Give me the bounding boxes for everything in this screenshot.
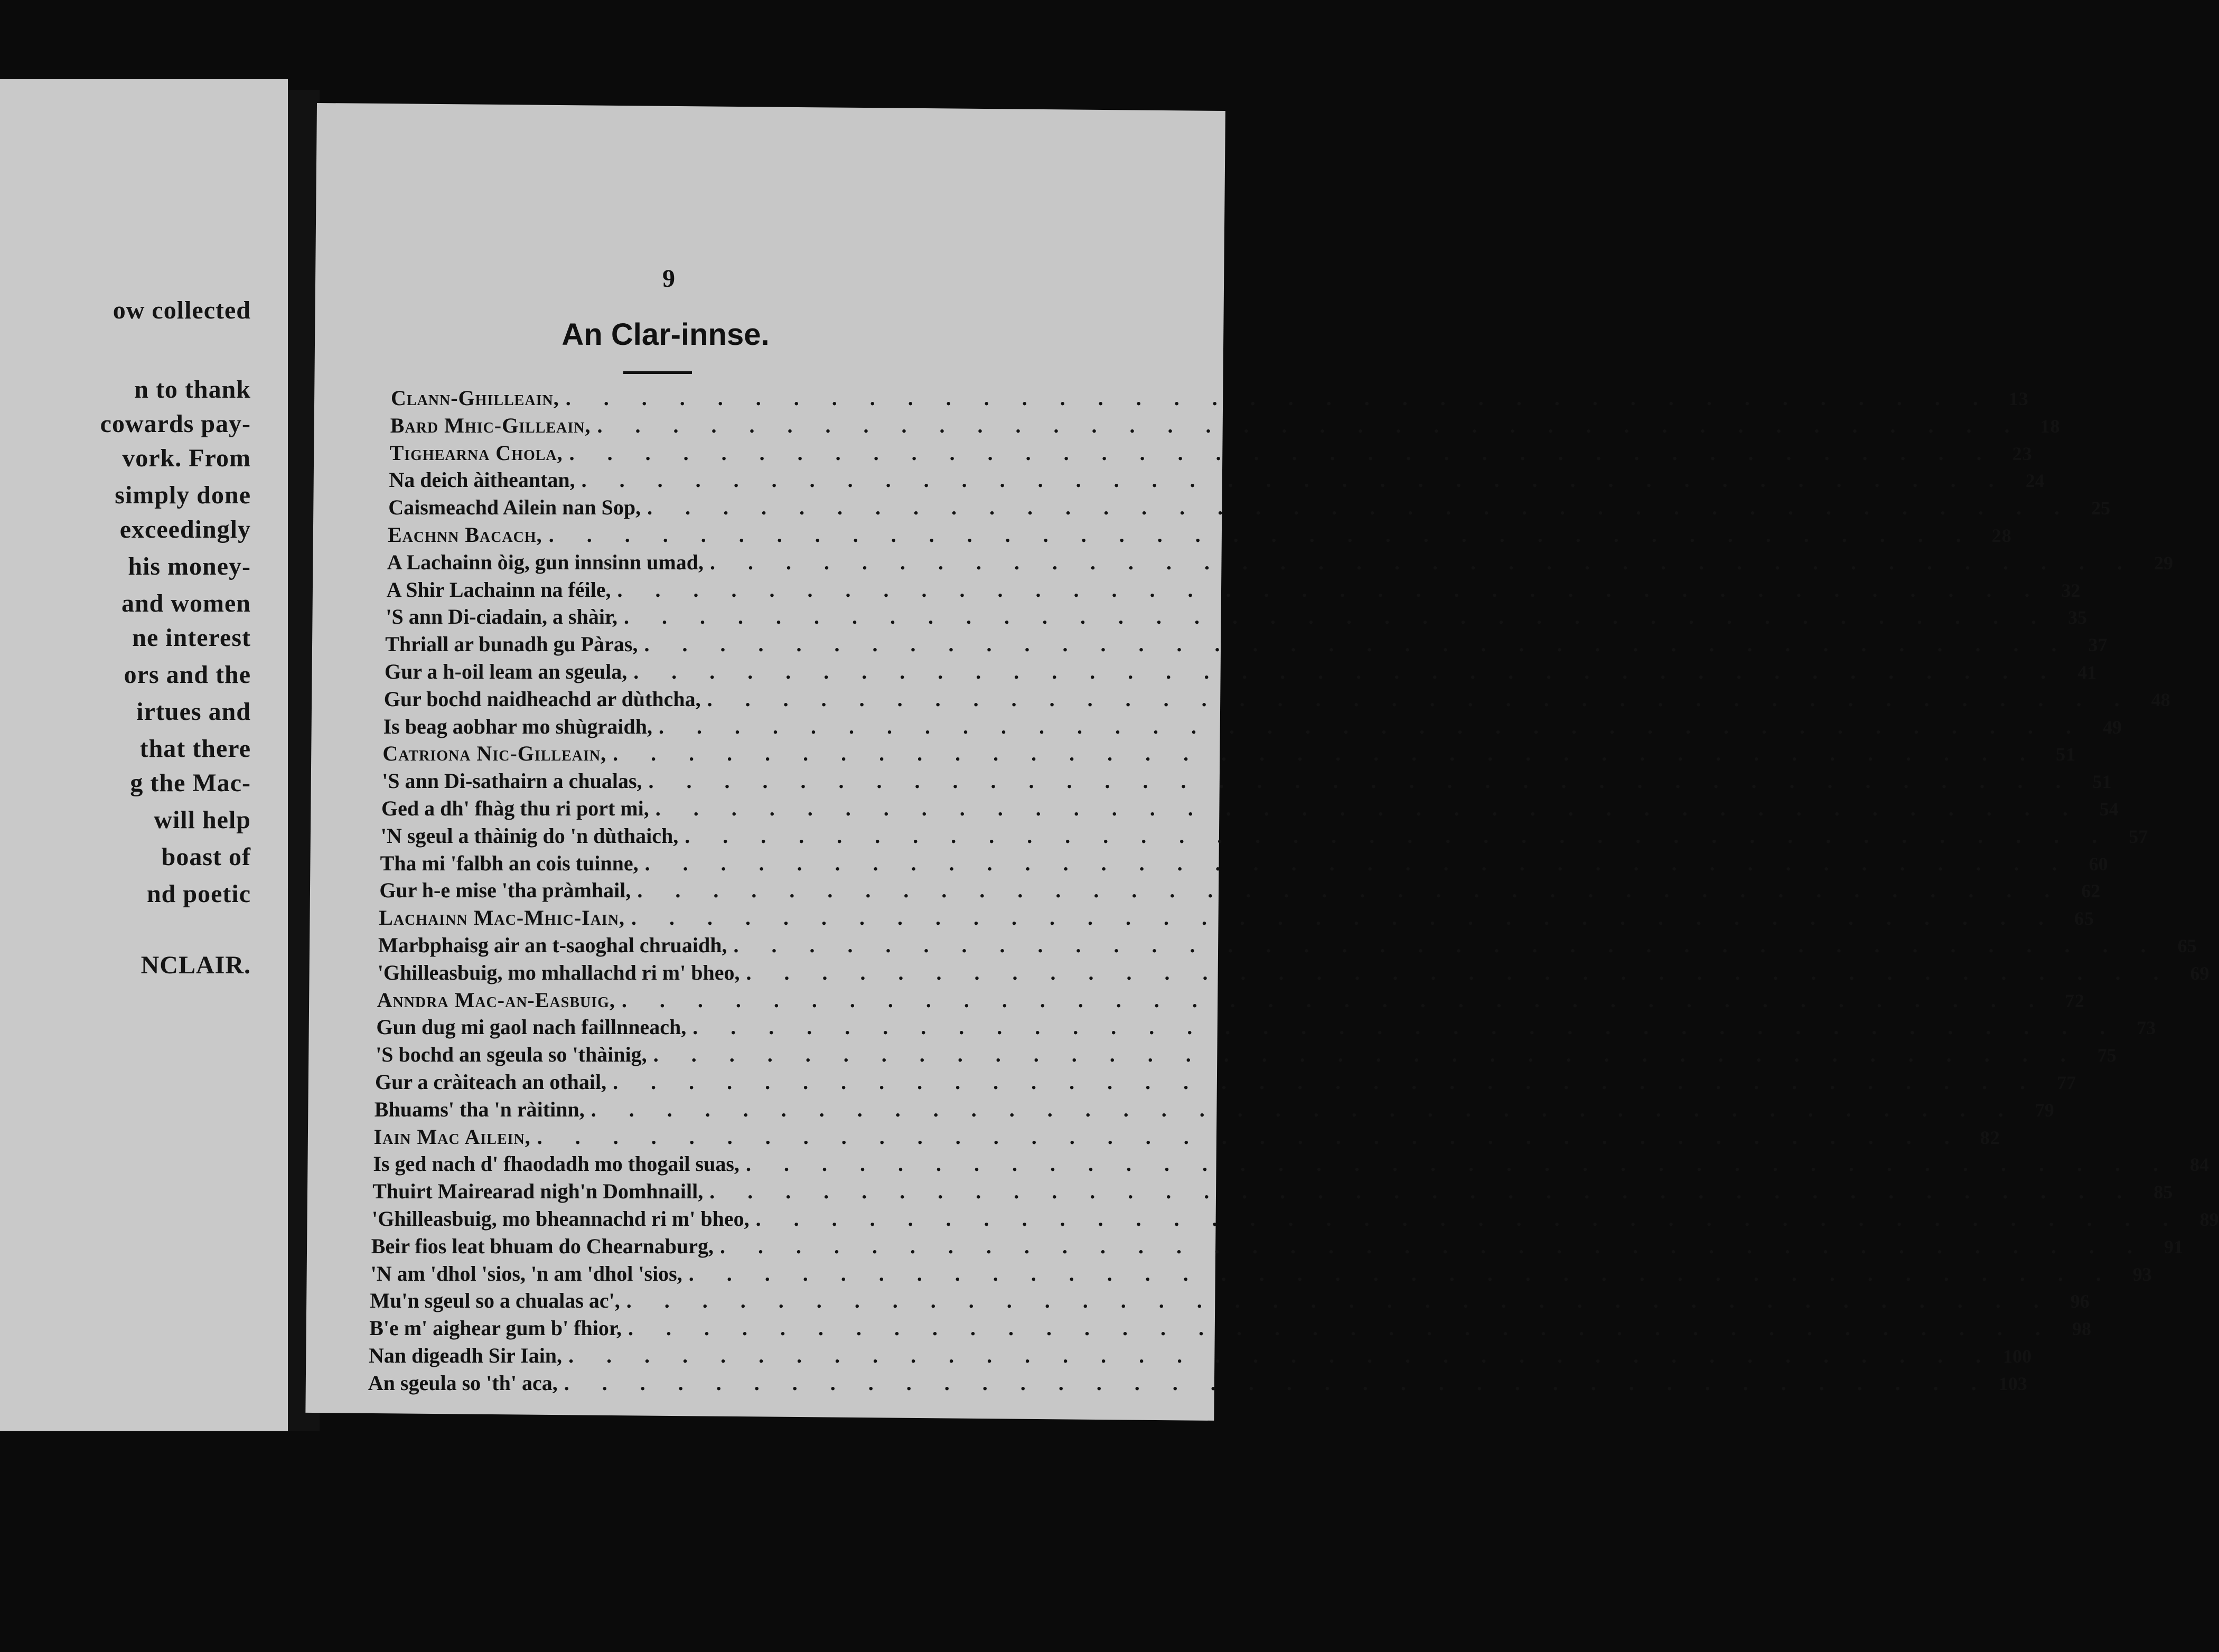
toc-entry-page: 49	[2103, 716, 2122, 738]
toc-entry	[390, 413, 2061, 439]
toc-entry	[382, 768, 2112, 795]
dot-leader: . . . . . . . . . . . . . . . . . . . . . . . . . . . . . . . . . . . . . .	[613, 1070, 2039, 1094]
left-page-line: NCLAIR.	[141, 951, 251, 979]
toc-entry	[369, 1316, 2091, 1342]
toc-entry-page: 98	[2072, 1318, 2091, 1340]
dot-leader: . . . . . . . . . . . . . . . . . . . . . . . . . . . . . . . . . . . . . .	[688, 1261, 2115, 1285]
toc-entry-page: 75	[2097, 1045, 2117, 1066]
toc-entry-page: 54	[2099, 799, 2119, 820]
left-page-line: and women	[121, 589, 251, 617]
toc-entry-title: An sgeula so 'th' aca,	[368, 1371, 558, 1395]
dot-leader: . . . . . . . . . . . . . . . . . . . . . . . . . . . . . . . . . . . . . .	[621, 988, 2048, 1012]
toc-entry-page: 79	[2035, 1099, 2054, 1121]
toc-entry-page: 62	[2081, 880, 2101, 902]
toc-entry-page: 18	[2040, 415, 2061, 437]
toc-entry-page: 65	[2074, 908, 2095, 930]
toc-entry-title: Gur a h-oil leam an sgeula,	[385, 660, 628, 683]
toc-entry-page: 91	[2164, 1236, 2183, 1257]
dot-leader: . . . . . . . . . . . . . . . . . . . . . . . . . . . . . . . . . . . . . .	[581, 468, 2008, 492]
dot-leader: . . . . . . . . . . . . . . . . . . . . . . . . . . . . . . . . . . . . . .	[755, 1207, 2182, 1231]
toc-entry-page: 93	[2132, 1263, 2152, 1285]
toc-entry-page: 35	[2068, 607, 2087, 628]
toc-entry-title: Thuirt Mairearad nigh'n Domhnaill,	[372, 1179, 704, 1204]
toc-entry	[370, 1288, 2090, 1315]
toc-entry-title: Tha mi 'falbh an cois tuinne,	[380, 851, 639, 875]
toc-entry-page: 51	[2092, 771, 2112, 793]
toc-entry-title: Ged a dh' fhàg thu ri port mi,	[381, 796, 649, 820]
toc-entry-title: B'e m' aighear gum b' fhior,	[369, 1316, 622, 1340]
toc-entry	[368, 1371, 2027, 1397]
left-page-line: that there	[139, 735, 251, 763]
toc-entry-title: Anndra Mac-an-Easbuig,	[377, 988, 615, 1012]
dot-leader: . . . . . . . . . . . . . . . . . . . . . . . . . . . . . . . . . . . . . .	[565, 386, 1992, 410]
dot-leader: . . . . . . . . . . . . . . . . . . . . . . . . . . . . . . . . . . . . . .	[564, 1371, 1990, 1395]
toc-entry-title: Gur a cràiteach an othail,	[375, 1070, 607, 1094]
left-page-line: exceedingly	[119, 515, 251, 543]
toc-entry-page: 72	[2064, 990, 2085, 1011]
toc-entry-page: 65	[2177, 935, 2197, 956]
dot-leader: . . . . . . . . . . . . . . . . . . . . . . . . . . . . . . . . . . . . . .	[707, 687, 2133, 711]
left-page-line: ne interest	[132, 624, 251, 652]
dot-leader: . . . . . . . . . . . . . . . . . . . . . . . . . . . . . . . . . . . . . .	[692, 1015, 2119, 1039]
toc-entry-page: 103	[1998, 1373, 2027, 1394]
left-page-line: cowards pay-	[100, 410, 251, 438]
toc-entry-title: Nan digeadh Sir Iain,	[369, 1344, 563, 1367]
toc-entry-title: Is beag aobhar mo shùgraidh,	[383, 714, 652, 738]
dot-leader: . . . . . . . . . . . . . . . . . . . . . . . . . . . . . . . . . . . . . .	[548, 523, 1975, 547]
toc-entry	[383, 714, 2122, 740]
toc-entry	[381, 796, 2119, 822]
toc-entry	[379, 905, 2095, 932]
toc-entry-title: Catriona Nic-Gilleain,	[382, 741, 607, 766]
toc-entry	[380, 851, 2108, 877]
toc-entry-page: 100	[2003, 1346, 2032, 1367]
dot-leader: . . . . . . . . . . . . . . . . . . . . . . . . . . . . . . . . . . . . . .	[653, 1043, 2080, 1067]
toc-entry-page: 57	[2129, 825, 2148, 847]
left-page-line: n to thank	[134, 376, 251, 403]
toc-entry	[369, 1343, 2032, 1369]
dot-leader: . . . . . . . . . . . . . . . . . . . . . . . . . . . . . . . . . . . . . .	[631, 906, 2058, 930]
left-page-line: ors and the	[124, 661, 251, 689]
dot-leader: . . . . . . . . . . . . . . . . . . . . . . . . . . . . . . . . . . . . . .	[637, 878, 2064, 903]
dot-leader: . . . . . . . . . . . . . . . . . . . . . . . . . . . . . . . . . . . . . .	[624, 605, 2051, 629]
toc-entry-title: Is ged nach d' fhaodadh mo thogail suas,	[373, 1152, 739, 1176]
dot-leader: . . . . . . . . . . . . . . . . . . . . . . . . . . . . . . . . . . . . . .	[659, 714, 2085, 738]
dot-leader: . . . . . . . . . . . . . . . . . . . . . . . . . . . . . . . . . . . . . .	[644, 851, 2071, 875]
toc-entry-page: 51	[2056, 744, 2076, 765]
toc-entry-title: Gun dug mi gaol nach faillnneach,	[376, 1015, 687, 1039]
dot-leader: . . . . . . . . . . . . . . . . . . . . . . . . . . . . . . . . . . . . . .	[591, 1097, 2017, 1121]
toc-entry-page: 89	[2199, 1209, 2219, 1230]
toc-entry-title: Caismeachd Ailein nan Sop,	[388, 495, 641, 520]
dot-leader: . . . . . . . . . . . . . . . . . . . . . . . . . . . . . . . . . . . . . .	[720, 1234, 2146, 1258]
toc-entry-page: 96	[2070, 1291, 2090, 1312]
left-page-line: g the Mac-	[130, 769, 251, 797]
toc-title: An Clar-innse.	[561, 317, 770, 352]
dot-leader: . . . . . . . . . . . . . . . . . . . . . . . . . . . . . . . . . . . . . .	[617, 577, 2044, 602]
dot-leader: . . . . . . . . . . . . . . . . . . . . . . . . . . . . . . . . . . . . . .	[746, 960, 2173, 984]
toc-entry-page: 41	[2077, 662, 2097, 683]
dot-leader: . . . . . . . . . . . . . . . . . . . . . . . . . . . . . . . . . . . . . .	[569, 440, 1996, 465]
toc-entry-page: 28	[1991, 525, 2012, 546]
toc-entry	[377, 960, 2209, 987]
dot-leader: . . . . . . . . . . . . . . . . . . . . . . . . . . . . . . . . . . . . . .	[648, 769, 2075, 793]
left-page-line: nd poetic	[146, 880, 251, 908]
dot-leader: . . . . . . . . . . . . . . . . . . . . . . . . . . . . . . . . . . . . . .	[597, 413, 2024, 437]
dot-leader: . . . . . . . . . . . . . . . . . . . . . . . . . . . . . . . . . . . . . .	[568, 1344, 1995, 1367]
left-page-line: irtues and	[136, 698, 251, 726]
left-page-line: ow collected	[113, 296, 251, 324]
toc-entry	[385, 659, 2097, 686]
toc-entry	[376, 1042, 2117, 1068]
toc-entry-title: 'N am 'dhol 'sios, 'n am 'dhol 'sios,	[370, 1261, 682, 1285]
left-page-line: his money-	[128, 552, 251, 580]
toc-entry-title: Iain Mac Ailein,	[373, 1124, 531, 1149]
dot-leader: . . . . . . . . . . . . . . . . . . . . . . . . . . . . . . . . . . . . . .	[644, 632, 2071, 656]
toc-entry-title: A Shir Lachainn na féile,	[386, 577, 611, 602]
dot-leader: . . . . . . . . . . . . . . . . . . . . . . . . . . . . . . . . . . . . . .	[626, 1289, 2053, 1313]
toc-entry-title: Bhuams' tha 'n ràitinn,	[374, 1097, 585, 1121]
toc-entry-title: Bard Mhic-Gilleain,	[390, 413, 591, 437]
toc-entry	[385, 632, 2108, 658]
toc-entry	[391, 386, 2029, 412]
toc-entry	[377, 988, 2085, 1014]
toc-entry-title: Eachnn Bacach,	[388, 523, 542, 547]
toc-entry-title: Mu'n sgeul so a chualas ac',	[370, 1289, 620, 1313]
toc-entry	[386, 577, 2081, 604]
toc-entry-title: Thriall ar bunadh gu Pàras,	[385, 632, 638, 656]
toc-entry-page: 37	[2088, 634, 2108, 656]
toc-entry-title: Clann-Ghilleain,	[391, 386, 559, 410]
dot-leader: . . . . . . . . . . . . . . . . . . . . . . . . . . . . . . . . . . . . . .	[685, 823, 2111, 848]
toc-entry-title: Gur bochd naidheachd ar dùthcha,	[383, 687, 701, 711]
toc-entry	[387, 550, 2173, 576]
dot-leader: . . . . . . . . . . . . . . . . . . . . . . . . . . . . . . . . . . . . . .	[655, 796, 2082, 820]
toc-entry	[378, 933, 2197, 959]
toc-entry	[379, 878, 2101, 904]
toc-entry	[388, 522, 2012, 549]
toc-entry-title: Na deich àitheantan,	[389, 468, 575, 492]
toc-entry	[383, 687, 2170, 713]
toc-entry	[373, 1151, 2209, 1178]
toc-entry-page: 84	[2189, 1154, 2209, 1176]
toc-entry	[374, 1097, 2054, 1123]
dot-leader: . . . . . . . . . . . . . . . . . . . . . . . . . . . . . . . . . . . . . .	[709, 1179, 2136, 1204]
toc-entry-page: 77	[2057, 1072, 2076, 1093]
toc-entry	[375, 1069, 2076, 1096]
toc-entry-title: 'Ghilleasbuig, mo mhallachd ri m' bheo,	[377, 960, 740, 984]
dot-leader: . . . . . . . . . . . . . . . . . . . . . . . . . . . . . . . . . . . . . .	[647, 495, 2074, 520]
toc-entry-title: Lachainn Mac-Mhic-Iain,	[379, 906, 625, 930]
toc-entry-page: 29	[2154, 552, 2173, 574]
toc-entry	[388, 495, 2111, 521]
toc-entry-title: 'S ann Di-sathairn a chualas,	[382, 769, 642, 793]
toc-entry-page: 25	[2091, 498, 2111, 519]
toc-entry-title: A Lachainn òig, gun innsinn umad,	[387, 550, 704, 574]
left-page-line: will help	[154, 806, 251, 834]
toc-entry	[389, 467, 2045, 494]
dot-leader: . . . . . . . . . . . . . . . . . . . . . . . . . . . . . . . . . . . . . .	[613, 741, 2039, 766]
toc-entry-page: 13	[2008, 388, 2029, 409]
toc-entry-page: 48	[2151, 689, 2170, 710]
toc-entry-page: 60	[2089, 853, 2108, 875]
toc-entry-title: Marbphaisg air an t-saoghal chruaidh,	[378, 933, 727, 957]
dot-leader: . . . . . . . . . . . . . . . . . . . . . . . . . . . . . . . . . . . . . .	[628, 1316, 2054, 1340]
toc-entry	[372, 1179, 2173, 1205]
left-page-line: vork. From	[122, 444, 251, 472]
toc-entry-title: 'N sgeul a thàinig do 'n dùthaich,	[380, 823, 679, 848]
dot-leader: . . . . . . . . . . . . . . . . . . . . . . . . . . . . . . . . . . . . . .	[745, 1152, 2172, 1176]
toc-entry	[376, 1015, 2156, 1041]
toc-entry	[373, 1124, 2000, 1151]
toc-entry-page: 69	[2190, 962, 2209, 984]
left-page-line: simply done	[115, 481, 251, 509]
toc-entry	[389, 440, 2033, 467]
toc-entry-title: 'Ghilleasbuig, mo bheannachd ri m' bheo,	[372, 1207, 750, 1231]
dot-leader: . . . . . . . . . . . . . . . . . . . . . . . . . . . . . . . . . . . . . .	[633, 660, 2060, 683]
dot-leader: . . . . . . . . . . . . . . . . . . . . . . . . . . . . . . . . . . . . . .	[709, 550, 2136, 574]
toc-entry	[371, 1234, 2183, 1260]
toc-entry-page: 32	[2061, 579, 2081, 601]
dot-leader: . . . . . . . . . . . . . . . . . . . . . . . . . . . . . . . . . . . . . .	[537, 1124, 1963, 1149]
left-page-line: boast of	[161, 843, 251, 871]
toc-entry-page: 23	[2012, 443, 2033, 464]
toc-entry-title: Tighearna Chola,	[389, 440, 563, 465]
toc-entry-page: 82	[1980, 1127, 2000, 1148]
toc-entry-page: 24	[2025, 470, 2045, 492]
page-number: 9	[662, 265, 675, 293]
toc-entry-title: Beir fios leat bhuam do Chearnaburg,	[371, 1234, 714, 1258]
toc-entry	[386, 604, 2087, 631]
toc-entry-title: 'S ann Di-ciadain, a shàir,	[386, 605, 618, 629]
toc-entry	[372, 1206, 2219, 1233]
toc-entry	[380, 823, 2148, 850]
toc-entry-title: Gur h-e mise 'tha pràmhail,	[379, 878, 631, 903]
toc-entry-page: 85	[2154, 1181, 2173, 1203]
toc-entry	[382, 741, 2076, 767]
toc-entry	[370, 1261, 2152, 1288]
toc-entry-title: 'S bochd an sgeula so 'thàinig,	[376, 1043, 647, 1067]
toc-entry-page: 73	[2137, 1017, 2156, 1039]
dot-leader: . . . . . . . . . . . . . . . . . . . . . . . . . . . . . . . . . . . . . .	[733, 933, 2160, 957]
